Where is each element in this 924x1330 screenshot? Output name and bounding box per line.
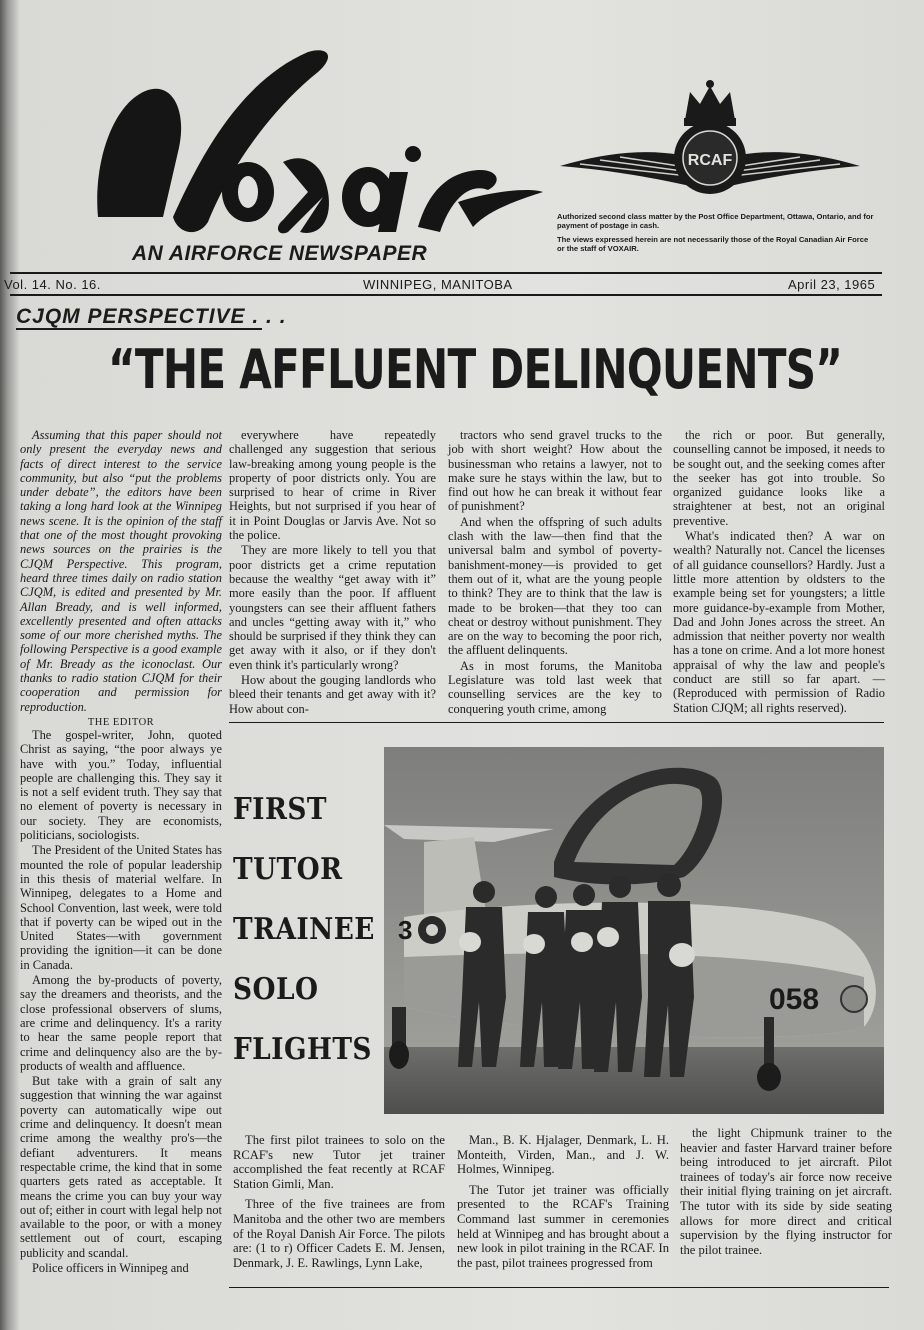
views-disclaimer: The views expressed herein are not necessarily those of the Royal Canadian Air Force or the staff of VOXAIR. [557,235,869,253]
article-paragraph: How about the gouging landlords who bleed their tenants and get away with it? How about con- [229,673,436,716]
article-column-1 [20,428,222,732]
editor-signature: THE EDITOR [87,716,155,728]
article-headline: “THE AFFLUENT DELINQUENTS” [108,338,843,401]
article-paragraph: tractors who send gravel trucks to the job with short weight? How about the businessman who retains a lawyer, not to make sure he stays within the law, but to find out how he can break it without fear of punishment? [448,428,662,514]
story-paragraph: The Tutor jet trainer was officially presented to the RCAF's Training Command last summer in ceremonies held at Winnipeg and has brought about a new look in pilot training in the RCAF. In the past, pilot trainees progressed from [457,1182,669,1270]
masthead-subtitle: AN AIRFORCE NEWSPAPER [132,242,428,265]
story-paragraph: Man., B. K. Hjalager, Denmark, L. H. Monteith, Virden, Man., and J. W. Holmes, Winnipeg. [457,1133,669,1177]
article-paragraph: Police officers in Winnipeg and [32,1260,189,1275]
tail-marking: 3 [398,915,413,945]
article-paragraph: They are more likely to tell you that poor districts get a crime reputation because the wealthy “get away with it” more easily than the poor. If affluent youngsters can see their affluent fathers and uncles “getting away with it,” who should be surprised if they think they can get away with it also, or if they don't even think it's particularly wrong? [229,543,436,672]
tutor-trainees-photo [384,747,884,1114]
page-bottom-rule [229,1287,889,1288]
article-paragraph: And when the offspring of such adults clash with the law—then find that the universal balm and symbol of poverty-banishment-money—is provided to get them out of it, what are the young people to think? They are to think that the law is made to be broken—that they too can cheat or destroy without punishment. They are on the way to becoming the poor rich, the affluent delinquents. [448,514,662,658]
masthead-rule-top [10,272,882,274]
masthead-logo [78,42,548,252]
issue-date: April 23, 1965 [788,277,876,292]
article-paragraph: The President of the United States has mounted the role of popular leadership in this thesis of material welfare. In Winnipeg, delegates to a Home and School Convention, last week, were told that if poverty can be wiped out in the United States—with government providing the ignition—it can be done in Canada. [20,843,222,972]
article-paragraph: Among the by-products of poverty, say the dreamers and theorists, and the close professional observers of slums, are crime and delinquency. It's a rarity to hear the same people report that crime and delinquency also are the by-products of wealth and affluence. [20,973,222,1073]
article-paragraph: What's indicated then? A war on wealth? Naturally not. Cancel the licenses of all guidance counsellors? Hardly. Just a little more attention by oldsters to the example being set for youngsters; a little more guidance-by-example from Mother, Dad and John Jones across the street. An admission that neither poverty nor wealth has a tone on crime. And a lot more honest appraisal of why the law and people's conduct are still so far apart. —(Reproduced with permission of Radio Station CJQM; all rights reserved). [673,529,885,715]
article-divider [229,722,884,723]
masthead-rule-bottom [10,294,882,296]
rcaf-wings-badge [560,78,860,208]
section-underline [16,328,262,330]
section-heading: CJQM PERSPECTIVE . . . [16,305,287,328]
story-headline-line: SOLO [233,972,319,1007]
story-headline-line: TRAINEE [233,912,375,947]
postal-notice: Authorized second class matter by the Post Office Department, Ottawa, Ontario, and for payment of postage in cash. [557,212,874,230]
article-paragraph: But take with a grain of salt any suggestion that winning the war against poverty can automatically wipe out crime and delinquency. It doesn't mean crime among the wealthy pro's—the defiant adventurers. It means respectable crime, the kind that in some quarters gets rated as acceptable. It means the crime you can buy your way out of; either in court with legal help not available to the poor, or with a money settlement out of court, escaping publicity and scandal. [20,1074,222,1260]
article-paragraph: everywhere have repeatedly challenged any suggestion that serious law-breaking among young people is the property of poor districts only. You are surprised to hear of crime in River Heights, but not surprised if you hear of it in Point Douglas or Jarvis Ave. Not so the police. [229,428,436,543]
aircraft-number: 058 [769,983,820,1016]
article-column-1-body [20,728,222,1275]
story-headline-line: FLIGHTS [233,1032,372,1067]
article-column-4 [673,428,885,715]
article-paragraph: As in most forums, the Manitoba Legislature was told last week that counselling services are the key to conquering youth crime, among [448,658,662,716]
story-headline-line: TUTOR [233,852,343,887]
article-paragraph: The gospel-writer, John, quoted Christ as saying, “the poor always ye have with you.” Today, influential people are challenging this. They say it is not a self evident truth. They say that no element of poverty is necessary in our society. They are economists, politicians, sociologists. [20,728,222,843]
story-paragraph: Three of the five trainees are from Manitoba and the other two are members of the Royal Danish Air Force. The pilots are: (1 to r) Officer Cadets E. M. Jensen, Denmark, J. E. Rawlings, Lynn Lake, [233,1197,445,1270]
article-column-3 [448,428,662,716]
story-paragraph: the light Chipmunk trainer to the heavier and faster Harvard trainer before being introduced to jet aircraft. Pilot trainees of today's air force now receive their initial flying training on jet aircraft. The tutor with its side by side seating allows for more direct and critical supervision by the flying instructor for the pilot trainee. [680,1126,892,1257]
issue-location: WINNIPEG, MANITOBA [363,277,513,292]
story-column-2 [457,1133,669,1270]
story-paragraph: The first pilot trainees to solo on the RCAF's new Tutor jet trainer accomplished the feat recently at RCAF Station Gimli, Man. [233,1133,445,1191]
story-column-1 [233,1133,445,1270]
story-column-3 [680,1126,892,1257]
voxair-script-logo [78,42,548,252]
article-column-2 [229,428,436,716]
issue-volume: Vol. 14. No. 16. [4,277,101,292]
story-headline-line: FIRST [233,792,327,827]
article-paragraph: the rich or poor. But generally, counselling cannot be imposed, it needs to be sought out, and the seeking comes after the seeker has got into trouble. So organized guidance looks like a straightener at best, not an original preventive. [673,428,885,528]
editor-note: Assuming that this paper should not only present the everyday news and facts of direct interest to the service community, but also “put the problems under debate”, the editors have been taking a long hard look at the Winnipeg news scene. It is the opinion of the staff that one of the most thought provoking news sources on the prairies is the CJQM Perspective. This program, heard three times daily on radio station CJQM, is edited and presented by Mr. Allan Bready, and is well informed, excellently presented and often attacks some of our more cherished myths. The following Perspective is a good example of Mr. Bready as the iconoclast. Our thanks to radio station CJQM for their cooperation and permission for reproduction. [20,428,222,714]
badge-text: RCAF [687,152,733,169]
